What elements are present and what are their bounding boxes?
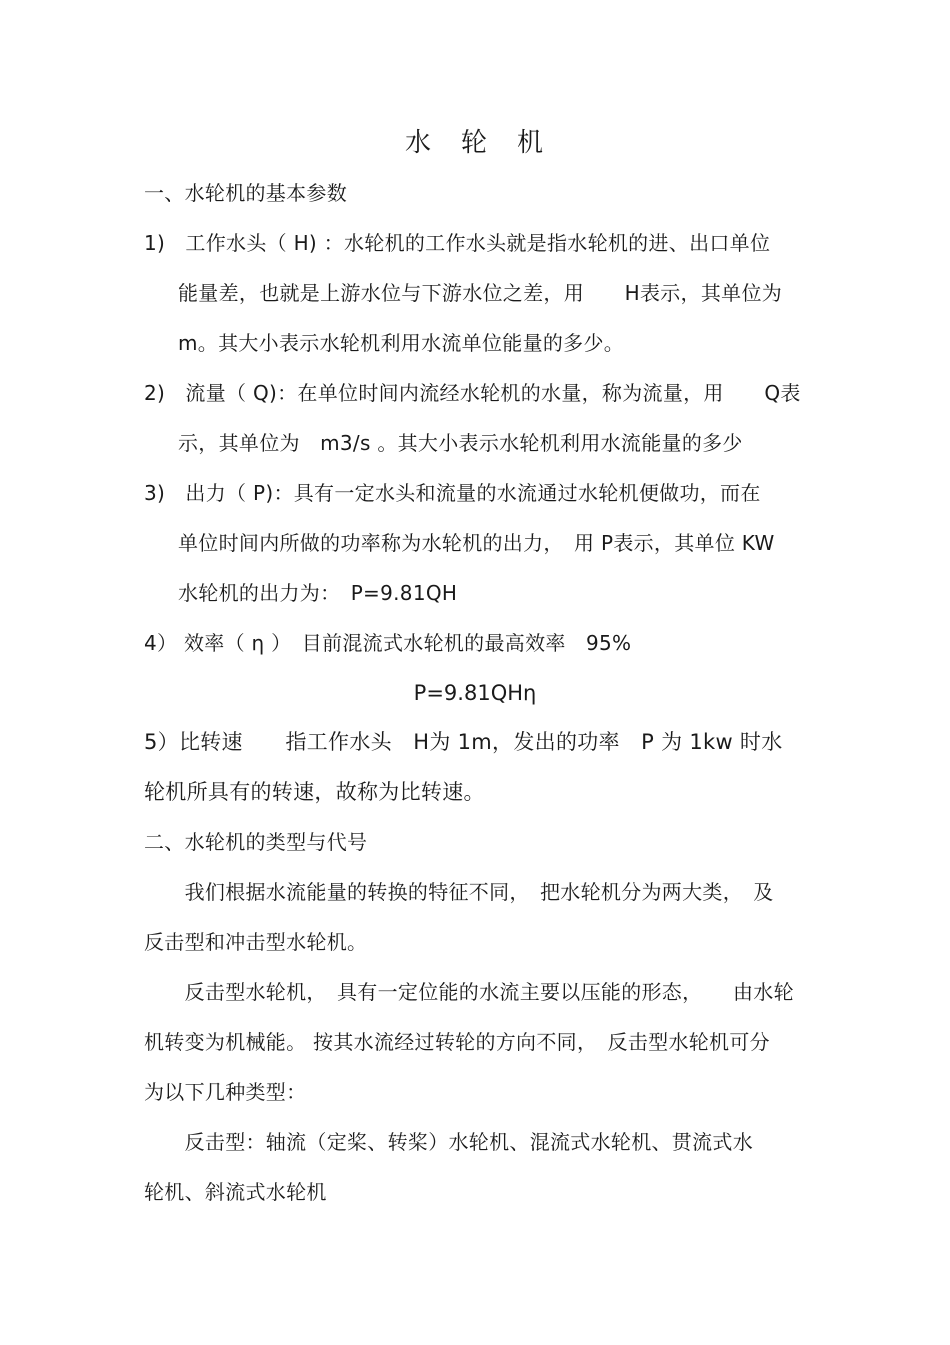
paragraph-reaction-line-1: 反击型水轮机， 具有一定位能的水流主要以压能的形态， 由水轮 <box>144 980 794 1004</box>
paragraph-classification-line-2: 反击型和冲击型水轮机。 <box>144 930 368 954</box>
efficiency-formula: P=9.81QHη <box>413 681 537 705</box>
item-specific-speed-line-1: 5）比转速 指工作水头 H为 1m，发出的功率 P 为 1kw 时水 <box>144 730 783 754</box>
item-working-head-line-3: m。其大小表示水轮机利用水流单位能量的多少。 <box>178 331 625 355</box>
item-flow-line-1: 2) 流量（ Q)：在单位时间内流经水轮机的水量，称为流量，用 Q表 <box>144 381 801 405</box>
item-specific-speed-line-2: 轮机所具有的转速，故称为比转速。 <box>144 780 485 804</box>
document-title: 水 轮 机 <box>404 128 545 158</box>
item-working-head-line-2: 能量差，也就是上游水位与下游水位之差，用 H表示，其单位为 <box>178 281 783 305</box>
item-flow-line-2: 示，其单位为 m3/s 。其大小表示水轮机利用水流能量的多少 <box>178 431 743 455</box>
item-output-line-1: 3) 出力（ P)：具有一定水头和流量的水流通过水轮机便做功，而在 <box>144 481 761 505</box>
paragraph-reaction-line-3: 为以下几种类型： <box>144 1080 307 1104</box>
paragraph-reaction-line-2: 机转变为机械能。 按其水流经过转轮的方向不同， 反击型水轮机可分 <box>144 1030 770 1054</box>
item-working-head-line-1: 1) 工作水头（ H) ：水轮机的工作水头就是指水轮机的进、出口单位 <box>144 231 771 255</box>
item-output-line-2: 单位时间内所做的功率称为水轮机的出力， 用 P表示，其单位 KW <box>178 531 775 555</box>
paragraph-reaction-types-line-2: 轮机、斜流式水轮机 <box>144 1180 327 1204</box>
section-heading-types-and-codes: 二、水轮机的类型与代号 <box>144 830 368 854</box>
item-efficiency-line-1: 4） 效率（ η ） 目前混流式水轮机的最高效率 95% <box>144 631 632 655</box>
paragraph-classification-line-1: 我们根据水流能量的转换的特征不同， 把水轮机分为两大类， 及 <box>144 880 774 904</box>
section-heading-basic-parameters: 一、水轮机的基本参数 <box>144 181 347 205</box>
item-output-line-3: 水轮机的出力为： P=9.81QH <box>178 581 458 605</box>
paragraph-reaction-types-line-1: 反击型：轴流（定桨、转桨）水轮机、混流式水轮机、贯流式水 <box>144 1130 753 1154</box>
